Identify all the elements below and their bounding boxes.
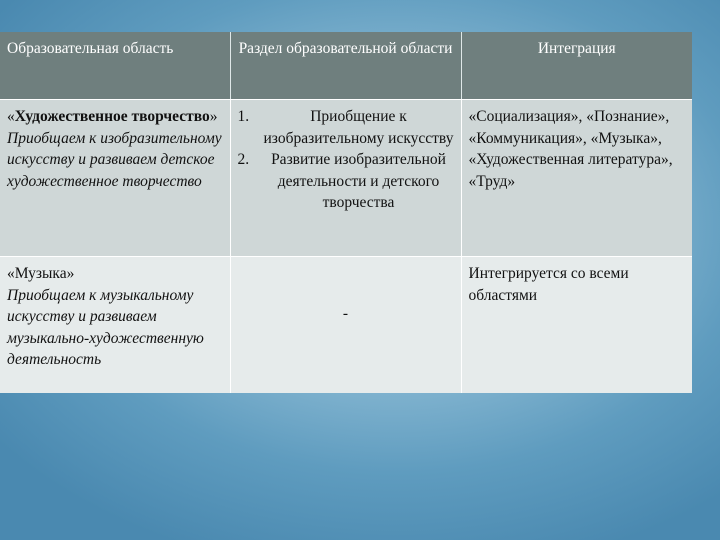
cell-integration: Интегрируется со всеми областями [461, 257, 692, 394]
education-areas-table [0, 32, 692, 393]
area-description: Приобщаем к изобразительному искусству и развиваем детское художественное творчество [7, 129, 222, 190]
cell-integration: «Социализация», «Познание», «Коммуникация», «Музыка», «Художественная литература», «Труд» [461, 100, 692, 257]
header-education-area: Образовательная область [0, 32, 230, 100]
header-area-section: Раздел образовательной области [230, 32, 461, 100]
area-name: Художественное творчество [14, 108, 210, 125]
cell-education-area [0, 257, 230, 394]
close-quote: » [66, 265, 75, 282]
section-item-text: Приобщение к изобразительному искусству [263, 108, 454, 147]
empty-section-dash: - [342, 305, 349, 322]
section-item-text: Развитие изобразительной деятельности и детского творчества [271, 151, 446, 211]
section-item-number: 2. [237, 151, 250, 168]
area-title [7, 263, 223, 285]
cell-education-area [0, 100, 230, 257]
table-row [0, 100, 692, 257]
table-row [0, 257, 692, 394]
cell-area-section [230, 100, 461, 257]
table-header-row [0, 32, 692, 100]
section-item-number: 1. [237, 108, 250, 125]
section-list-item [238, 149, 454, 214]
section-list-item [238, 106, 454, 149]
area-name: Музыка [14, 265, 67, 282]
open-quote: « [7, 265, 15, 282]
open-quote: « [7, 108, 15, 125]
header-integration: Интеграция [461, 32, 692, 100]
area-title [7, 106, 223, 128]
close-quote: » [209, 108, 218, 125]
area-description: Приобщаем к музыкальному искусству и развиваем музыкально-художественную деятельность [7, 286, 204, 368]
cell-area-section [230, 257, 461, 394]
